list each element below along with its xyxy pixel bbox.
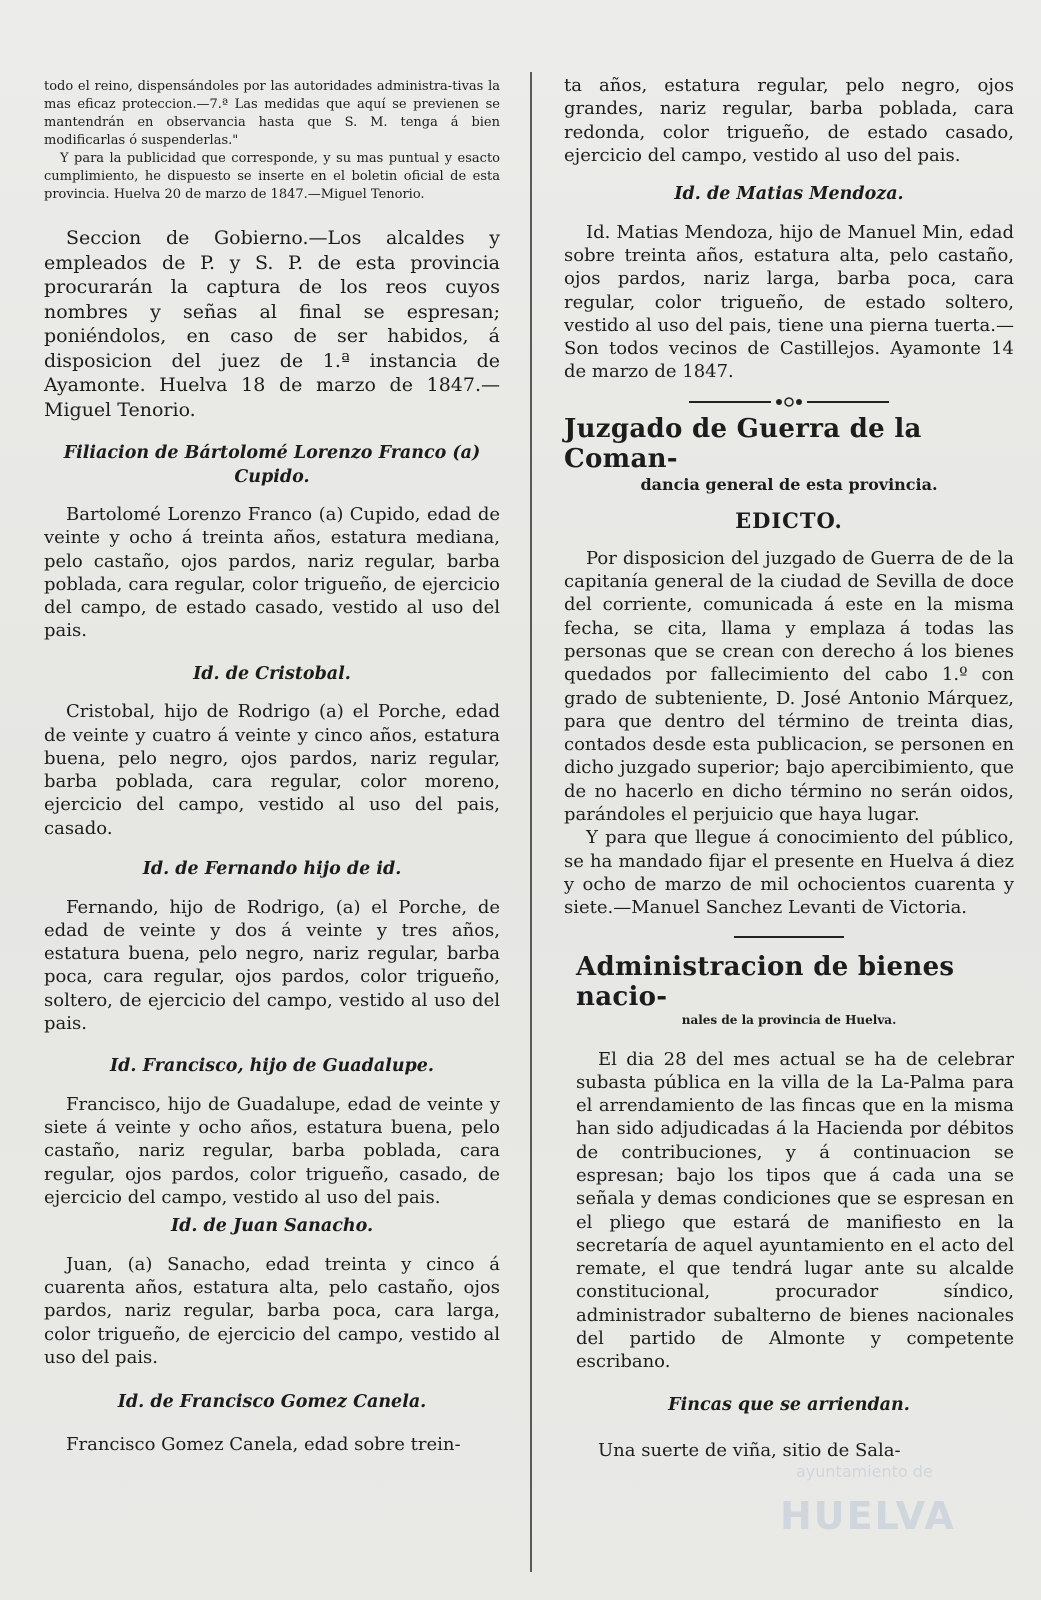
ornamental-rule-1 xyxy=(689,396,889,408)
entry-text-2: Cristobal, hijo de Rodrigo (a) el Porche, edad de veinte y cuatro á veinte y cinco años, estatura buena, pelo negro, ojos pardos, nariz regular, barba poblada, cara regular, color moreno, ejercicio del campo, vestido al uso del pais, casado. xyxy=(44,701,500,839)
edicto-title: EDICTO. xyxy=(735,507,843,533)
watermark-main-text: HUELVA xyxy=(780,1494,956,1538)
watermark-top-text: ayuntamiento de xyxy=(796,1462,933,1481)
entry-text-1: Bartolomé Lorenzo Franco (a) Cupido, edad de veinte y ocho á treinta años, estatura mediana, pelo castaño, ojos pardos, nariz regular, barba poblada, cara regular, color trigueño, de ejercicio del campo, de estado casado, vestido al uso del pais. xyxy=(44,504,500,642)
right-column xyxy=(564,75,1014,1462)
column-divider xyxy=(530,72,532,1572)
entry-heading-6: Id. de Francisco Gomez Canela. xyxy=(117,1392,427,1413)
continuation-paragraph: ta años, estatura regular, pelo negro, ojos grandes, nariz regular, barba poblada, cara redonda, color trigueño, de estado casado, ejercicio del campo, vestido al uso del pais. xyxy=(564,75,1014,166)
entry-heading-5: Id. de Juan Sanacho. xyxy=(170,1216,374,1237)
entry-heading-3: Id. de Fernando hijo de id. xyxy=(142,859,402,880)
entry-heading-1: Filiacion de Bártolomé Lorenzo Franco (a) Cupido. xyxy=(63,443,481,487)
rule-2 xyxy=(734,934,844,940)
mendoza-paragraph: Id. Matias Mendoza, hijo de Manuel Min, edad sobre treinta años, estatura alta, pelo castaño, ojos pardos, nariz larga, barba poca, cara regular, color trigueño, de estado soltero, vestido al uso del pais, tiene una pierna tuerta.—Son todos vecinos de Castillejos. Ayamonte 14 de marzo de 1847. xyxy=(564,221,1014,383)
seccion-gobierno-paragraph: Seccion de Gobierno.—Los alcaldes y empleados de P. y S. P. de esta provincia procurarán la captura de los reos cuyos nombres y señas al final se espresan; poniéndolos, en caso de ser habidos, á disposicion del juez de 1.ª instancia de Ayamonte. Huelva 18 de marzo de 1847.—Miguel Tenorio. xyxy=(44,227,500,421)
entry-text-6: Francisco Gomez Canela, edad sobre trein- xyxy=(66,1433,461,1455)
juzgado-heading-tail: dancia general de esta provincia. xyxy=(640,474,938,494)
archive-watermark xyxy=(760,1450,1000,1540)
administracion-heading: Administracion de bienes nacio- xyxy=(576,951,955,1012)
fincas-first-line: Una suerte de viña, sitio de Sala- xyxy=(598,1440,901,1462)
entry-text-5: Juan, (a) Sanacho, edad treinta y cinco á cuarenta años, estatura alta, pelo castaño, ojos pardos, nariz regular, barba poca, cara larga, color trigueño, de ejercicio del campo, vestido al uso del pais. xyxy=(44,1253,500,1369)
administracion-paragraph: El dia 28 del mes actual se ha de celebrar subasta pública en la villa de la La-Palma para el arrendamiento de las fincas que en la misma han sido adjudicadas á la Hacienda por débitos de contribuciones, y á continuacion se espresan; bajo los tipos que á cada una se señala y demas condiciones que se espresan en el pliego que estará de manifiesto en la secretaría de aquel ayuntamiento en el acto del remate, el que tendrá lugar ante su alcalde constitucional, procurador síndico, administrador subalterno de bienes nacionales del partido de Almonte y competente escribano. xyxy=(576,1048,1014,1373)
entry-text-4: Francisco, hijo de Guadalupe, edad de veinte y siete á veinte y ocho años, estatura buena, pelo castaño, nariz regular, barba poblada, cara regular, ojos pardos, color trigueño, casado, de ejercicio del campo, vestido al uso del pais. xyxy=(44,1093,500,1209)
entry-heading-4: Id. Francisco, hijo de Guadalupe. xyxy=(109,1056,435,1077)
left-column xyxy=(44,78,500,1456)
administracion-heading-tail: nales de la provincia de Huelva. xyxy=(681,1012,897,1027)
entry-text-3: Fernando, hijo de Rodrigo, (a) el Porche, de edad de veinte y dos á veinte y tres años, estatura buena, pelo negro, nariz regular, barba poca, cara regular, ojos pardos, color trigueño, soltero, de ejercicio del campo, vestido al uso del pais. xyxy=(44,896,500,1035)
edicto-paragraph-2: Y para que llegue á conocimiento del público, se ha mandado fijar el presente en Huelva á diez y ocho de marzo de mil ochocientos cuarenta y siete.—Manuel Sanchez Levanti de Victoria. xyxy=(564,827,1014,919)
fincas-heading: Fincas que se arriendan. xyxy=(668,1394,910,1415)
intro-paragraph-1: todo el reino, dispensándoles por las autoridades administra-tivas la mas eficaz proteccion.—7.ª Las medidas que aquí se previenen se mantendrán en observancia hasta que S. M. tenga á bien modificarlas ó suspenderlas." xyxy=(44,79,500,148)
intro-paragraph-2: Y para la publicidad que corresponde, y su mas puntual y esacto cumplimiento, he dispuesto se inserte en el boletin oficial de esta provincia. Huelva 20 de marzo de 1847.—Miguel Tenorio. xyxy=(44,151,500,202)
mendoza-heading: Id. de Matias Mendoza. xyxy=(674,184,904,205)
entry-heading-2: Id. de Cristobal. xyxy=(193,663,351,684)
juzgado-heading: Juzgado de Guerra de la Coman- xyxy=(564,413,922,474)
edicto-paragraph-1: Por disposicion del juzgado de Guerra de de la capitanía general de la ciudad de Sevilla de doce del corriente, comunicada á este en la misma fecha, se cita, llama y emplaza á todas las personas que se crean con derecho á los bienes quedados por fallecimiento del cabo 1.º con grado de subteniente, D. José Antonio Márquez, para que dentro del término de treinta dias, contados desde esta publicacion, se personen en dicho juzgado superior; bajo apercibimiento, que de no hacerlo en dicho término no serán oidos, parándoles el perjuicio que haya lugar. xyxy=(564,547,1014,826)
